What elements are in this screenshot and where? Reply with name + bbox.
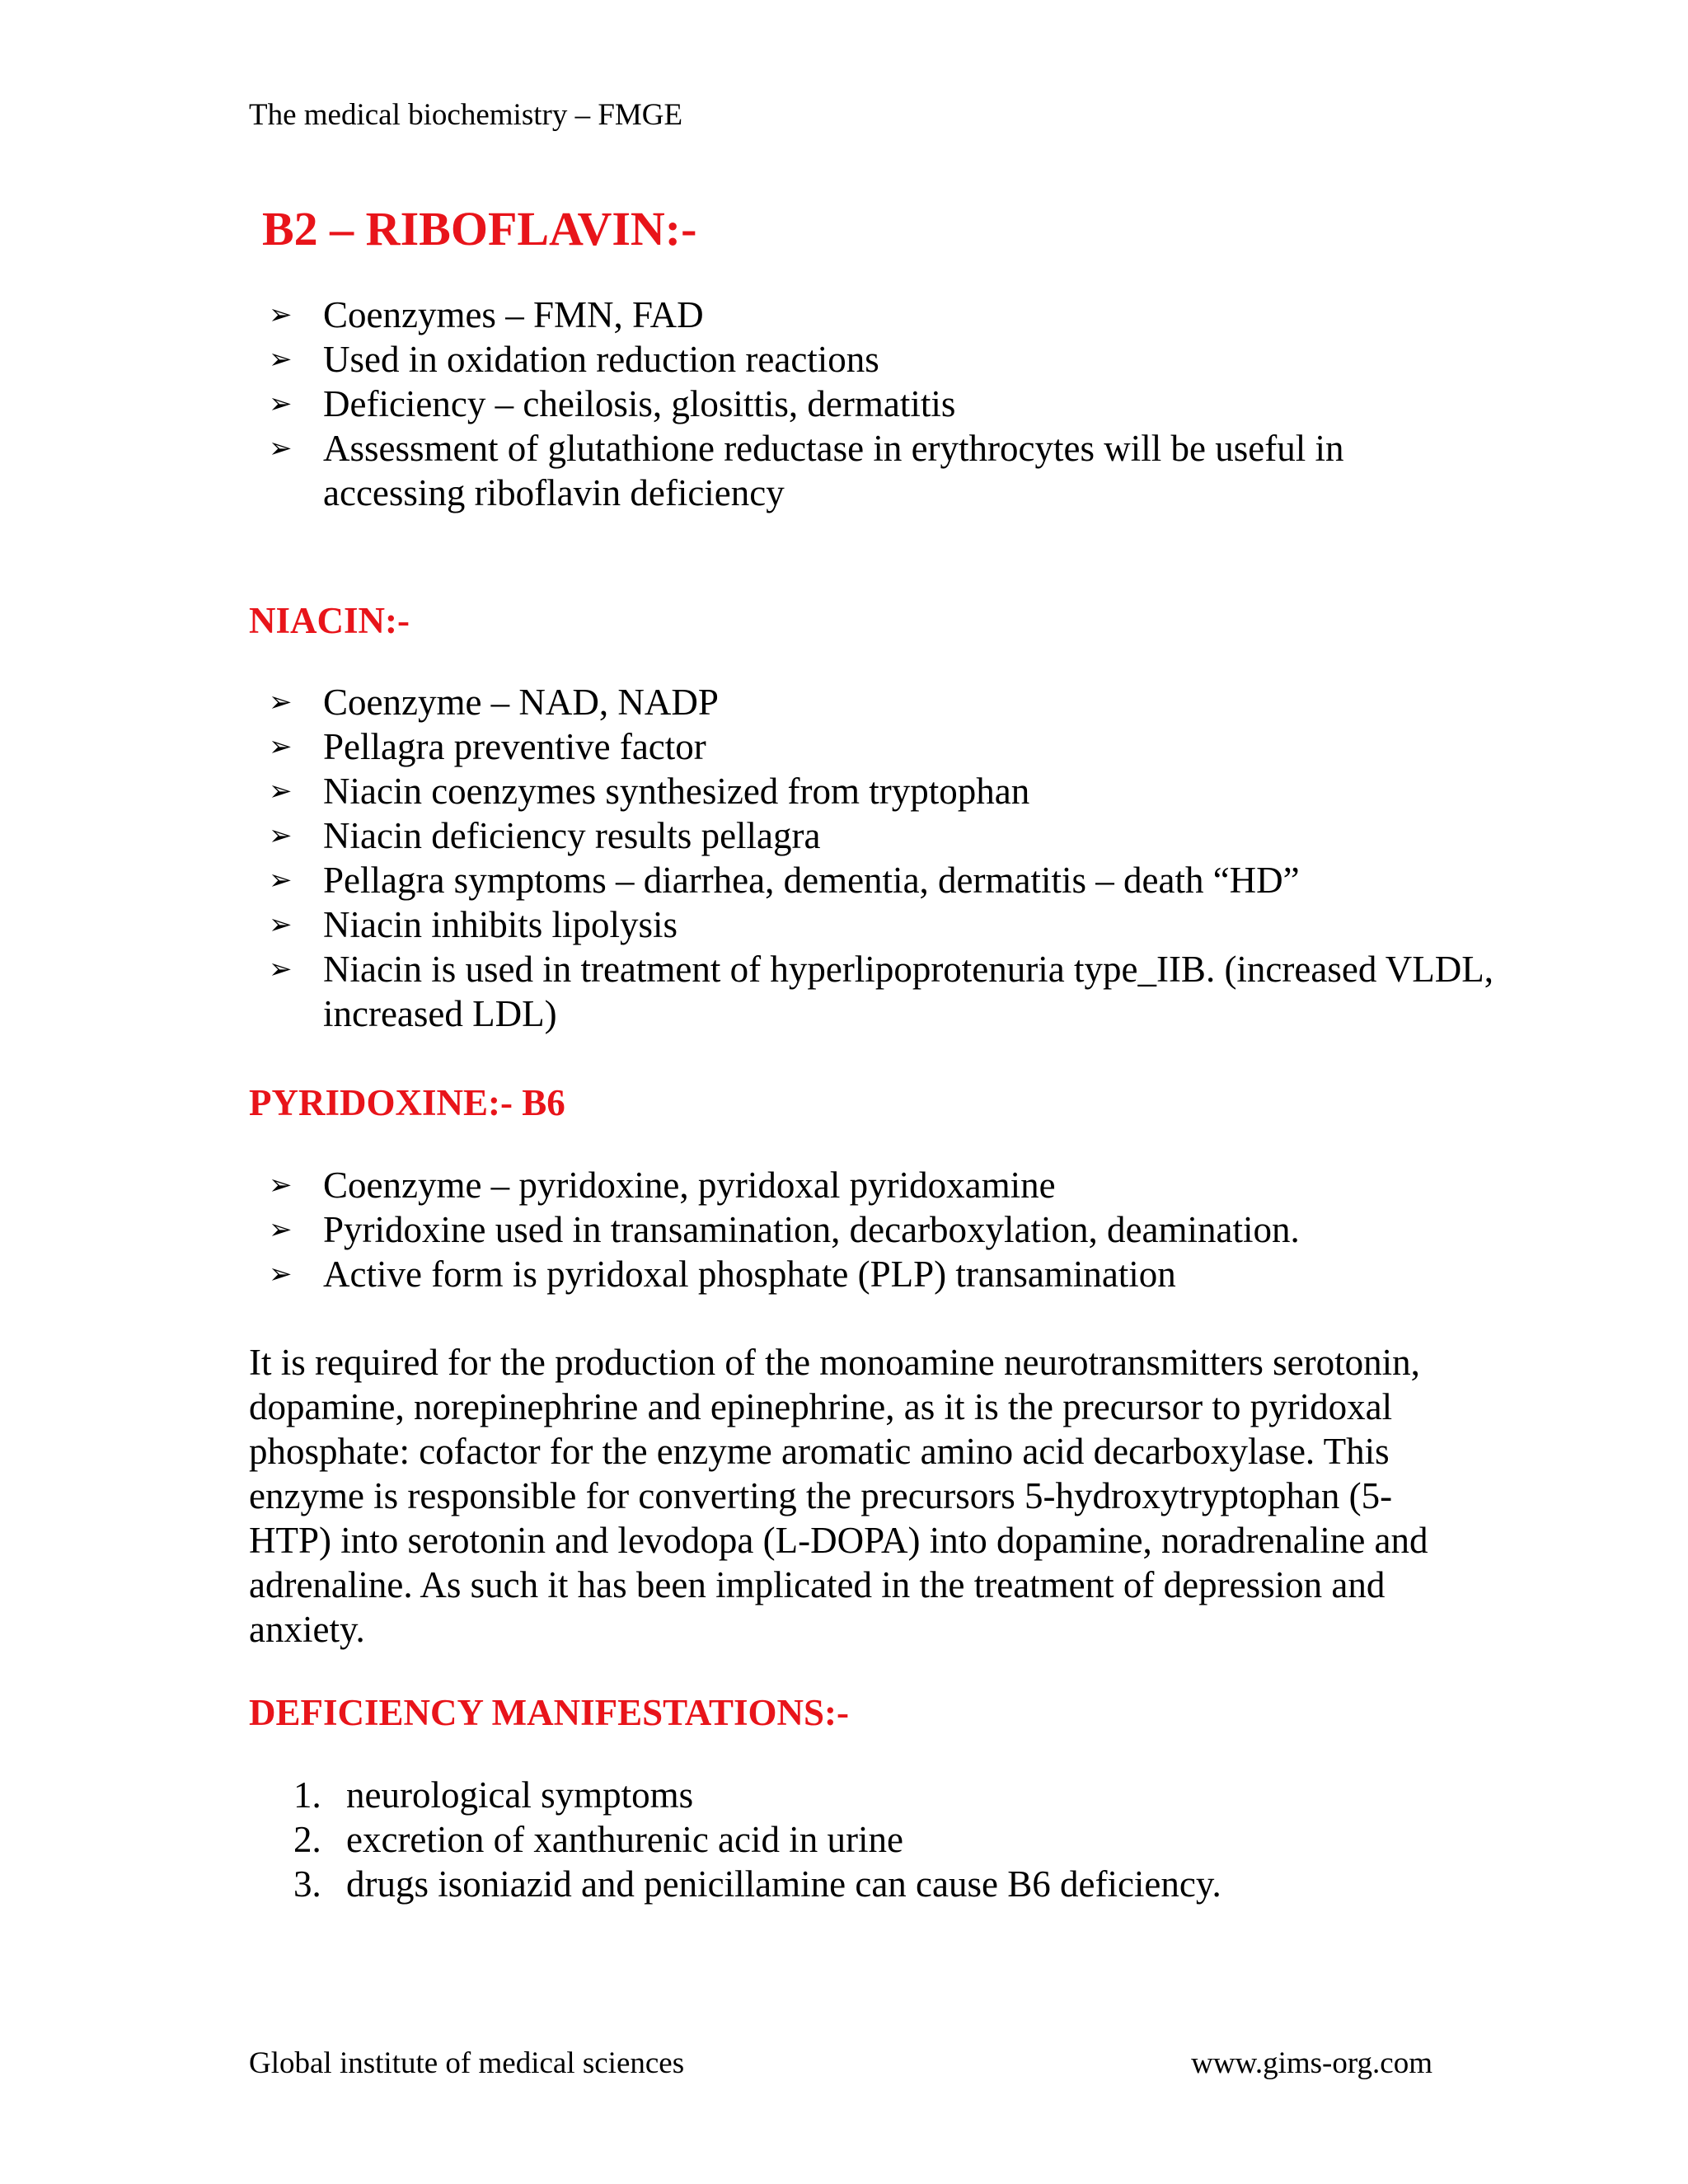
list-item: ➢ Used in oxidation reduction reactions xyxy=(269,339,879,380)
arrow-bullet-icon: ➢ xyxy=(269,864,293,897)
pyridoxine-bullet-list xyxy=(269,1163,1493,1296)
list-item: ➢ Coenzyme – pyridoxine, pyridoxal pyridoxamine xyxy=(269,1165,1056,1206)
riboflavin-heading: B2 – RIBOFLAVIN:- xyxy=(262,202,697,255)
list-item: ➢ Coenzyme – NAD, NADP xyxy=(269,682,719,723)
list-number: 3. xyxy=(293,1863,321,1905)
footer-institute: Global institute of medical sciences xyxy=(249,2046,685,2080)
pyridoxine-heading: PYRIDOXINE:- B6 xyxy=(249,1082,565,1123)
list-item: ➢ Pellagra symptoms – diarrhea, dementia, dermatitis – death “HD” xyxy=(269,860,1300,901)
list-item: ➢ Deficiency – cheilosis, glosittis, dermatitis xyxy=(269,383,956,424)
list-item: ➢ Niacin coenzymes synthesized from tryptophan xyxy=(269,771,1030,812)
arrow-bullet-icon: ➢ xyxy=(269,953,293,986)
running-header: The medical biochemistry – FMGE xyxy=(249,98,683,132)
arrow-bullet-icon: ➢ xyxy=(269,387,293,420)
list-item: ➢ Coenzymes – FMN, FAD xyxy=(269,294,704,335)
arrow-bullet-icon: ➢ xyxy=(269,1258,293,1291)
list-item: ➢ Niacin deficiency results pellagra xyxy=(269,815,821,856)
arrow-bullet-icon: ➢ xyxy=(269,819,293,852)
list-item: ➢ Niacin is used in treatment of hyperlipoprotenuria type_IIB. (increased VLDL, increased LDL) xyxy=(269,949,1493,1034)
pyridoxine-paragraph: It is required for the production of the monoamine neurotransmitters serotonin, dopamine, norepinephrine and epinephrine, as it is the precursor to pyridoxal phosphate: cofactor for the enzyme aromatic amino acid decarboxylase. This enzyme is responsible for converting the precursors 5-hydroxytryptophan (5-HTP) into serotonin and levodopa (L-DOPA) into dopamine, noradrenaline and adrenaline. As such it has been implicated in the treatment of depression and anxiety. xyxy=(249,1342,1428,1650)
arrow-bullet-icon: ➢ xyxy=(269,298,293,331)
arrow-bullet-icon: ➢ xyxy=(269,1213,293,1246)
list-item: 1. neurological symptoms xyxy=(293,1774,694,1816)
arrow-bullet-icon: ➢ xyxy=(269,686,293,719)
list-item: 2. excretion of xanthurenic acid in urine xyxy=(293,1819,903,1860)
riboflavin-bullet-list xyxy=(269,293,1493,515)
arrow-bullet-icon: ➢ xyxy=(269,432,293,465)
niacin-heading: NIACIN:- xyxy=(249,600,410,641)
arrow-bullet-icon: ➢ xyxy=(269,730,293,763)
arrow-bullet-icon: ➢ xyxy=(269,1169,293,1202)
list-item: ➢ Pellagra preventive factor xyxy=(269,726,706,767)
deficiency-heading: DEFICIENCY MANIFESTATIONS:- xyxy=(249,1692,849,1733)
arrow-bullet-icon: ➢ xyxy=(269,775,293,808)
list-item: ➢ Pyridoxine used in transamination, decarboxylation, deamination. xyxy=(269,1209,1300,1250)
list-item: ➢ Assessment of glutathione reductase in erythrocytes will be useful in accessing riboflavin deficiency xyxy=(269,428,1344,513)
list-item: ➢ Active form is pyridoxal phosphate (PLP) transamination xyxy=(269,1254,1176,1295)
arrow-bullet-icon: ➢ xyxy=(269,908,293,941)
list-number: 1. xyxy=(293,1774,321,1816)
footer-website: www.gims-org.com xyxy=(1191,2046,1432,2080)
list-item: ➢ Niacin inhibits lipolysis xyxy=(269,904,678,945)
list-number: 2. xyxy=(293,1819,321,1860)
arrow-bullet-icon: ➢ xyxy=(269,343,293,376)
niacin-bullet-list xyxy=(269,680,1493,1036)
list-item: 3. drugs isoniazid and penicillamine can cause B6 deficiency. xyxy=(293,1863,1221,1905)
deficiency-numbered-list xyxy=(293,1773,1221,1906)
